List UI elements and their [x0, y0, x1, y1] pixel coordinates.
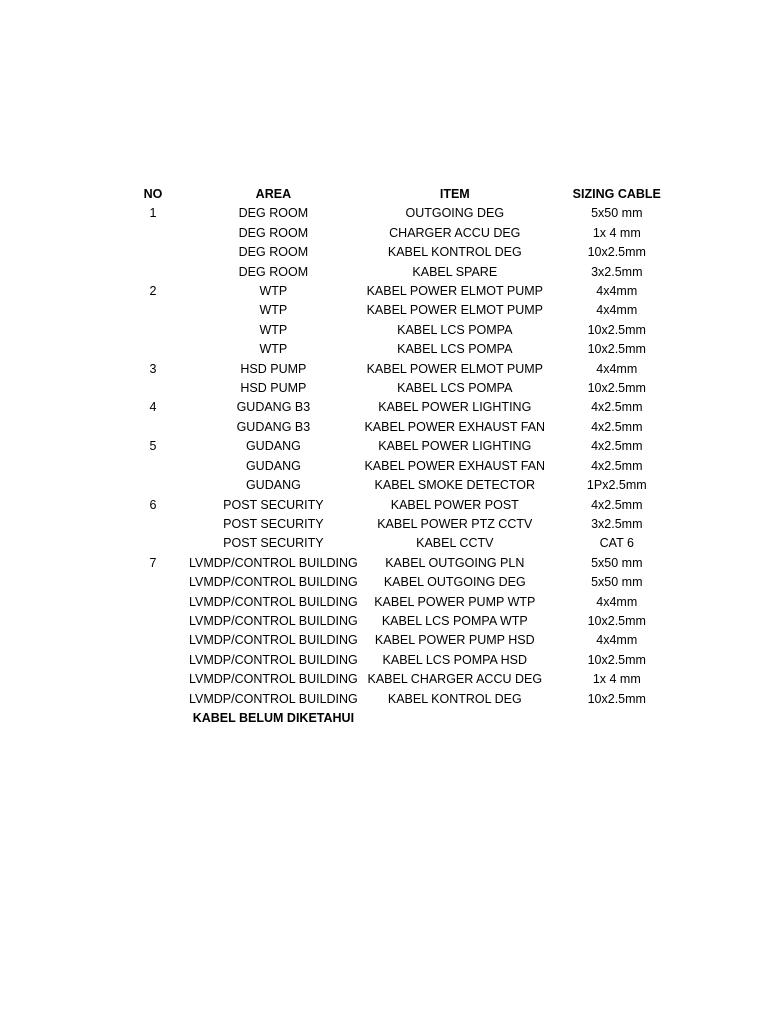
cell-area: LVMDP/CONTROL BUILDING: [189, 672, 358, 687]
cell-sizing-cable: 10x2.5mm: [587, 322, 646, 337]
cell-item: KABEL CHARGER ACCU DEG: [367, 672, 543, 687]
table-row: [117, 476, 682, 495]
cell-item: KABEL POWER POST: [390, 497, 519, 512]
table-row: [117, 398, 682, 417]
table-row: [117, 379, 682, 398]
cell-no: [117, 573, 189, 592]
table-row: [117, 282, 682, 301]
table-row: [117, 534, 682, 553]
cell-area: POST SECURITY: [223, 536, 324, 551]
cell-area: LVMDP/CONTROL BUILDING: [189, 633, 358, 648]
cell-sizing-cable: 10x2.5mm: [587, 691, 646, 706]
cell-no: [117, 534, 189, 553]
cell-no: [117, 593, 189, 612]
cell-sizing-cable: 10x2.5mm: [587, 245, 646, 260]
cell-no: [117, 321, 189, 340]
cell-item: KABEL OUTGOING DEG: [383, 575, 526, 590]
header-row: [117, 185, 682, 204]
cell-item: KABEL LCS POMPA HSD: [382, 652, 528, 667]
cell-area: DEG ROOM: [238, 225, 309, 240]
table-row: [117, 437, 682, 456]
table-row: [117, 631, 682, 650]
cell-sizing-cable: 3x2.5mm: [591, 516, 643, 531]
cell-no: [117, 418, 189, 437]
table-row: [117, 690, 682, 709]
footer-spacer: [117, 709, 189, 728]
cell-area: POST SECURITY: [223, 516, 324, 531]
cell-sizing-cable: 10x2.5mm: [587, 613, 646, 628]
cell-area: POST SECURITY: [223, 497, 324, 512]
cell-item: KABEL POWER ELMOT PUMP: [366, 284, 543, 299]
table-row: [117, 243, 682, 262]
cell-no: 2: [149, 284, 157, 299]
cell-sizing-cable: 5x50 mm: [591, 206, 643, 221]
table-row: [117, 612, 682, 631]
table-row: [117, 360, 682, 379]
cell-area: DEG ROOM: [238, 245, 309, 260]
cell-sizing-cable: 5x50 mm: [591, 575, 643, 590]
cell-no: [117, 457, 189, 476]
cell-item: KABEL CCTV: [416, 536, 494, 551]
cell-area: HSD PUMP: [240, 361, 307, 376]
cell-area: GUDANG B3: [236, 419, 311, 434]
cell-item: OUTGOING DEG: [405, 206, 505, 221]
cell-sizing-cable: 4x2.5mm: [591, 458, 643, 473]
cell-area: LVMDP/CONTROL BUILDING: [189, 613, 358, 628]
footer-spacer: [358, 709, 552, 728]
cell-area: GUDANG: [245, 478, 301, 493]
cell-sizing-cable: 1x 4 mm: [592, 672, 641, 687]
cell-sizing-cable: 4x4mm: [596, 633, 638, 648]
cell-sizing-cable: CAT 6: [599, 536, 634, 551]
cell-sizing-cable: 1x 4 mm: [592, 225, 641, 240]
cell-area: GUDANG: [245, 458, 301, 473]
header-sizing-cable: SIZING CABLE: [572, 187, 661, 201]
cell-no: [117, 670, 189, 689]
cell-sizing-cable: 4x4mm: [596, 361, 638, 376]
footer-note: KABEL BELUM DIKETAHUI: [192, 710, 355, 725]
table-row: [117, 670, 682, 689]
cell-area: WTP: [259, 284, 288, 299]
table-row: [117, 321, 682, 340]
cell-area: LVMDP/CONTROL BUILDING: [189, 555, 358, 570]
table-row: [117, 593, 682, 612]
cell-sizing-cable: 4x4mm: [596, 594, 638, 609]
table-body: [117, 204, 682, 728]
cell-sizing-cable: 10x2.5mm: [587, 652, 646, 667]
cell-no: 7: [149, 555, 157, 570]
cell-sizing-cable: 4x4mm: [596, 284, 638, 299]
table-row: [117, 457, 682, 476]
header-item: ITEM: [439, 187, 470, 201]
cell-area: HSD PUMP: [240, 381, 307, 396]
cell-item: KABEL SPARE: [412, 264, 498, 279]
cell-area: GUDANG: [245, 439, 301, 454]
cell-no: [117, 243, 189, 262]
cell-sizing-cable: 3x2.5mm: [591, 264, 643, 279]
header-area: AREA: [255, 187, 292, 201]
cell-no: 1: [149, 206, 157, 221]
table-row: [117, 496, 682, 515]
cell-sizing-cable: 4x2.5mm: [591, 439, 643, 454]
cell-area: GUDANG B3: [236, 400, 311, 415]
cell-area: WTP: [259, 322, 288, 337]
cell-item: KABEL OUTGOING PLN: [385, 555, 525, 570]
cell-sizing-cable: 10x2.5mm: [587, 381, 646, 396]
cell-area: DEG ROOM: [238, 264, 309, 279]
cell-no: 6: [149, 497, 157, 512]
cell-no: [117, 263, 189, 282]
cell-no: 4: [149, 400, 157, 415]
cell-sizing-cable: 5x50 mm: [591, 555, 643, 570]
cell-no: [117, 690, 189, 709]
cell-no: [117, 224, 189, 243]
cell-item: KABEL POWER PUMP WTP: [374, 594, 536, 609]
cell-item: KABEL KONTROL DEG: [387, 691, 522, 706]
cell-sizing-cable: 10x2.5mm: [587, 342, 646, 357]
header-no: NO: [143, 187, 163, 201]
cell-sizing-cable: 4x2.5mm: [591, 419, 643, 434]
footer-row: [117, 709, 682, 728]
cell-item: KABEL POWER LIGHTING: [378, 439, 532, 454]
footer-spacer: [552, 709, 682, 728]
cell-no: 5: [149, 439, 157, 454]
table-row: [117, 204, 682, 223]
cell-area: LVMDP/CONTROL BUILDING: [189, 575, 358, 590]
cell-sizing-cable: 4x2.5mm: [591, 400, 643, 415]
cable-sizing-table: [117, 185, 682, 728]
cell-no: 3: [149, 361, 157, 376]
cell-sizing-cable: 4x4mm: [596, 303, 638, 318]
table-header: [117, 185, 682, 204]
table-row: [117, 301, 682, 320]
cell-area: DEG ROOM: [238, 206, 309, 221]
cell-item: KABEL LCS POMPA: [397, 342, 513, 357]
table-row: [117, 515, 682, 534]
cell-item: KABEL POWER ELMOT PUMP: [366, 303, 543, 318]
cell-item: KABEL POWER EXHAUST FAN: [364, 419, 546, 434]
cell-no: [117, 651, 189, 670]
cell-area: WTP: [259, 342, 288, 357]
cell-item: KABEL SMOKE DETECTOR: [374, 478, 536, 493]
cell-area: LVMDP/CONTROL BUILDING: [189, 691, 358, 706]
cell-no: [117, 379, 189, 398]
cell-item: CHARGER ACCU DEG: [389, 225, 521, 240]
cell-area: WTP: [259, 303, 288, 318]
cell-no: [117, 631, 189, 650]
cell-item: KABEL POWER EXHAUST FAN: [364, 458, 546, 473]
table-row: [117, 554, 682, 573]
cell-item: KABEL POWER ELMOT PUMP: [366, 361, 543, 376]
table-row: [117, 224, 682, 243]
cell-item: KABEL LCS POMPA: [397, 381, 513, 396]
cell-no: [117, 340, 189, 359]
cell-item: KABEL POWER PTZ CCTV: [377, 516, 533, 531]
cell-item: KABEL POWER PUMP HSD: [374, 633, 535, 648]
table-row: [117, 418, 682, 437]
cell-no: [117, 612, 189, 631]
table-row: [117, 651, 682, 670]
cell-sizing-cable: 1Px2.5mm: [586, 478, 647, 493]
cell-item: KABEL LCS POMPA WTP: [381, 613, 528, 628]
cell-no: [117, 301, 189, 320]
cell-no: [117, 476, 189, 495]
cell-item: KABEL LCS POMPA: [397, 322, 513, 337]
cell-item: KABEL KONTROL DEG: [387, 245, 522, 260]
cell-no: [117, 515, 189, 534]
table-row: [117, 263, 682, 282]
cell-area: LVMDP/CONTROL BUILDING: [189, 652, 358, 667]
cell-area: LVMDP/CONTROL BUILDING: [189, 594, 358, 609]
table-row: [117, 573, 682, 592]
table-row: [117, 340, 682, 359]
cell-item: KABEL POWER LIGHTING: [378, 400, 532, 415]
cell-sizing-cable: 4x2.5mm: [591, 497, 643, 512]
